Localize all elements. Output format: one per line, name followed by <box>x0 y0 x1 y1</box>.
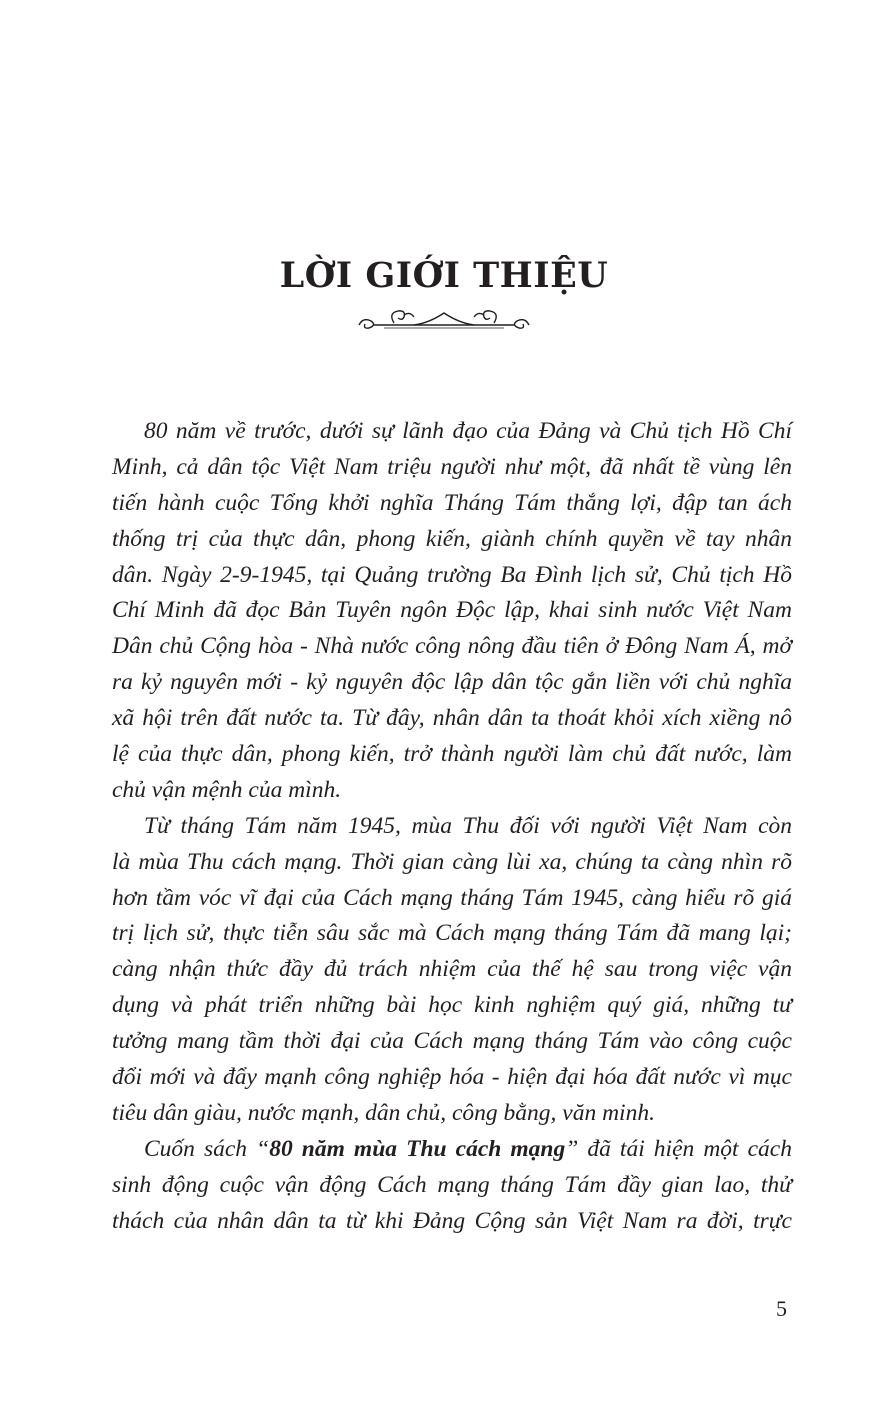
page-number: 5 <box>776 1296 787 1321</box>
text-line: ra kỷ nguyên mới - kỷ nguyên độc lập dân tộc gắn liền với chủ nghĩa <box>112 669 792 696</box>
text-line: thách của nhân dân ta từ khi Đảng Cộng sản Việt Nam ra đời, trực <box>112 1207 792 1234</box>
text-line: 80 năm về trước, dưới sự lãnh đạo của Đảng và Chủ tịch Hồ Chí <box>144 418 792 444</box>
text-line: hơn tầm vóc vĩ đại của Cách mạng tháng Tám 1945, càng hiểu rõ giá <box>112 884 792 911</box>
page-title: LỜI GIỚI THIỆU <box>279 255 609 296</box>
text-line: Từ tháng Tám năm 1945, mùa Thu đối với người Việt Nam còn <box>144 812 792 839</box>
book-title: 80 năm mùa Thu cách mạng <box>269 1135 566 1162</box>
text-line: Minh, cả dân tộc Việt Nam triệu người như một, đã nhất tề vùng lên <box>112 453 792 480</box>
text-line: lệ của thực dân, phong kiến, trở thành người làm chủ đất nước, làm <box>112 741 792 768</box>
text-line: Dân chủ Cộng hòa - Nhà nước công nông đầu tiên ở Đông Nam Á, mở <box>112 633 792 660</box>
text-line: càng nhận thức đầy đủ trách nhiệm của thế hệ sau trong việc vận <box>112 956 792 983</box>
text-span: ” đã tái hiện một cách <box>565 1135 792 1162</box>
text-line: là mùa Thu cách mạng. Thời gian càng lùi xa, chúng ta càng nhìn rõ <box>112 848 792 875</box>
text-line <box>112 1132 792 1168</box>
flourish-divider-icon <box>354 305 534 335</box>
paragraph <box>112 809 792 1132</box>
text-line: đổi mới và đẩy mạnh công nghiệp hóa - hiện đại hóa đất nước vì mục <box>112 1064 792 1091</box>
paragraph <box>112 414 792 809</box>
text-line: dụng và phát triển những bài học kinh nghiệm quý giá, những tư <box>112 992 792 1019</box>
text-line: dân. Ngày 2-9-1945, tại Quảng trường Ba Đình lịch sử, Chủ tịch Hồ <box>112 561 792 588</box>
text-line: trị lịch sử, thực tiễn sâu sắc mà Cách mạng tháng Tám đã mang lại; <box>112 920 792 947</box>
text-line: thống trị của thực dân, phong kiến, giành chính quyền về tay nhân <box>112 525 792 552</box>
body-text <box>112 414 792 1239</box>
text-line: xã hội trên đất nước ta. Từ đây, nhân dân ta thoát khỏi xích xiềng nô <box>112 705 792 732</box>
text-line: tiến hành cuộc Tổng khởi nghĩa Tháng Tám thắng lợi, đập tan ách <box>112 489 792 516</box>
text-line: chủ vận mệnh của mình. <box>112 776 342 803</box>
paragraph <box>112 1132 792 1240</box>
text-span: Cuốn sách “ <box>144 1135 270 1162</box>
text-line: tưởng mang tầm thời đại của Cách mạng tháng Tám vào công cuộc <box>112 1028 792 1055</box>
text-line: sinh động cuộc vận động Cách mạng tháng Tám đầy gian lao, thử <box>112 1171 792 1198</box>
text-line: tiêu dân giàu, nước mạnh, dân chủ, công bằng, văn minh. <box>112 1099 655 1126</box>
text-line: Chí Minh đã đọc Bản Tuyên ngôn Độc lập, khai sinh nước Việt Nam <box>112 597 792 624</box>
